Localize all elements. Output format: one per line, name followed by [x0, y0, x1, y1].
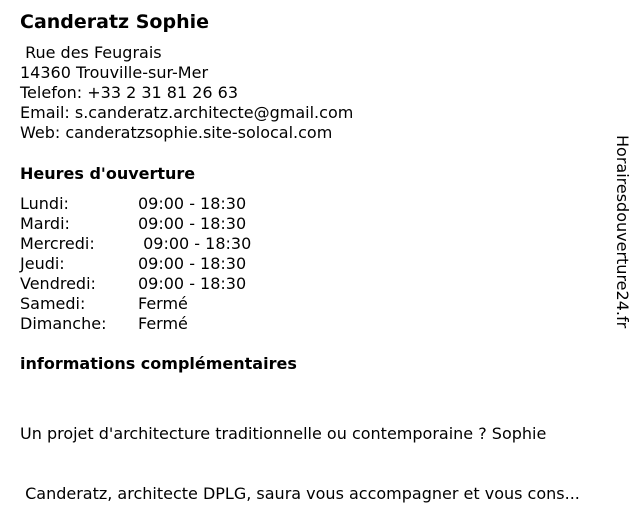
- hours-row-thursday: [20, 254, 251, 274]
- hours-row-saturday: [20, 294, 251, 314]
- day-label: Mardi:: [20, 214, 70, 233]
- hours-row-monday: [20, 194, 251, 214]
- description-line: Canderatz, architecte DPLG, saura vous accompagner et vous cons...: [20, 484, 580, 503]
- additional-info-text: [20, 384, 580, 524]
- hours-row-friday: [20, 274, 251, 294]
- additional-info-heading: informations complémentaires: [20, 354, 297, 373]
- day-label: Vendredi:: [20, 274, 96, 293]
- business-name: Canderatz Sophie: [20, 11, 209, 33]
- day-label: Jeudi:: [20, 254, 65, 273]
- day-label: Mercredi:: [20, 234, 95, 253]
- description-line: Un projet d'architecture traditionnelle ou contemporaine ? Sophie: [20, 424, 547, 443]
- day-label: Lundi:: [20, 194, 69, 213]
- hours-row-wednesday: [20, 234, 251, 254]
- time-value: Fermé: [138, 294, 188, 313]
- time-value: 09:00 - 18:30: [138, 234, 252, 253]
- street-address: Rue des Feugrais: [20, 43, 162, 62]
- time-value: 09:00 - 18:30: [138, 194, 247, 213]
- city-address: 14360 Trouville-sur-Mer: [20, 63, 209, 82]
- day-label: Dimanche:: [20, 314, 107, 333]
- time-value: 09:00 - 18:30: [138, 214, 247, 233]
- opening-hours-heading: Heures d'ouverture: [20, 164, 196, 183]
- day-label: Samedi:: [20, 294, 86, 313]
- contact-block: [20, 43, 353, 143]
- watermark-text: Horairesdouverture24.fr: [613, 135, 632, 329]
- hours-row-tuesday: [20, 214, 251, 234]
- hours-row-sunday: [20, 314, 251, 334]
- time-value: 09:00 - 18:30: [138, 254, 247, 273]
- email-address: Email: s.canderatz.architecte@gmail.com: [20, 103, 354, 122]
- time-value: Fermé: [138, 314, 188, 333]
- phone-number: Telefon: +33 2 31 81 26 63: [20, 83, 239, 102]
- website: Web: canderatzsophie.site-solocal.com: [20, 123, 333, 142]
- opening-hours-table: [20, 194, 251, 334]
- time-value: 09:00 - 18:30: [138, 274, 247, 293]
